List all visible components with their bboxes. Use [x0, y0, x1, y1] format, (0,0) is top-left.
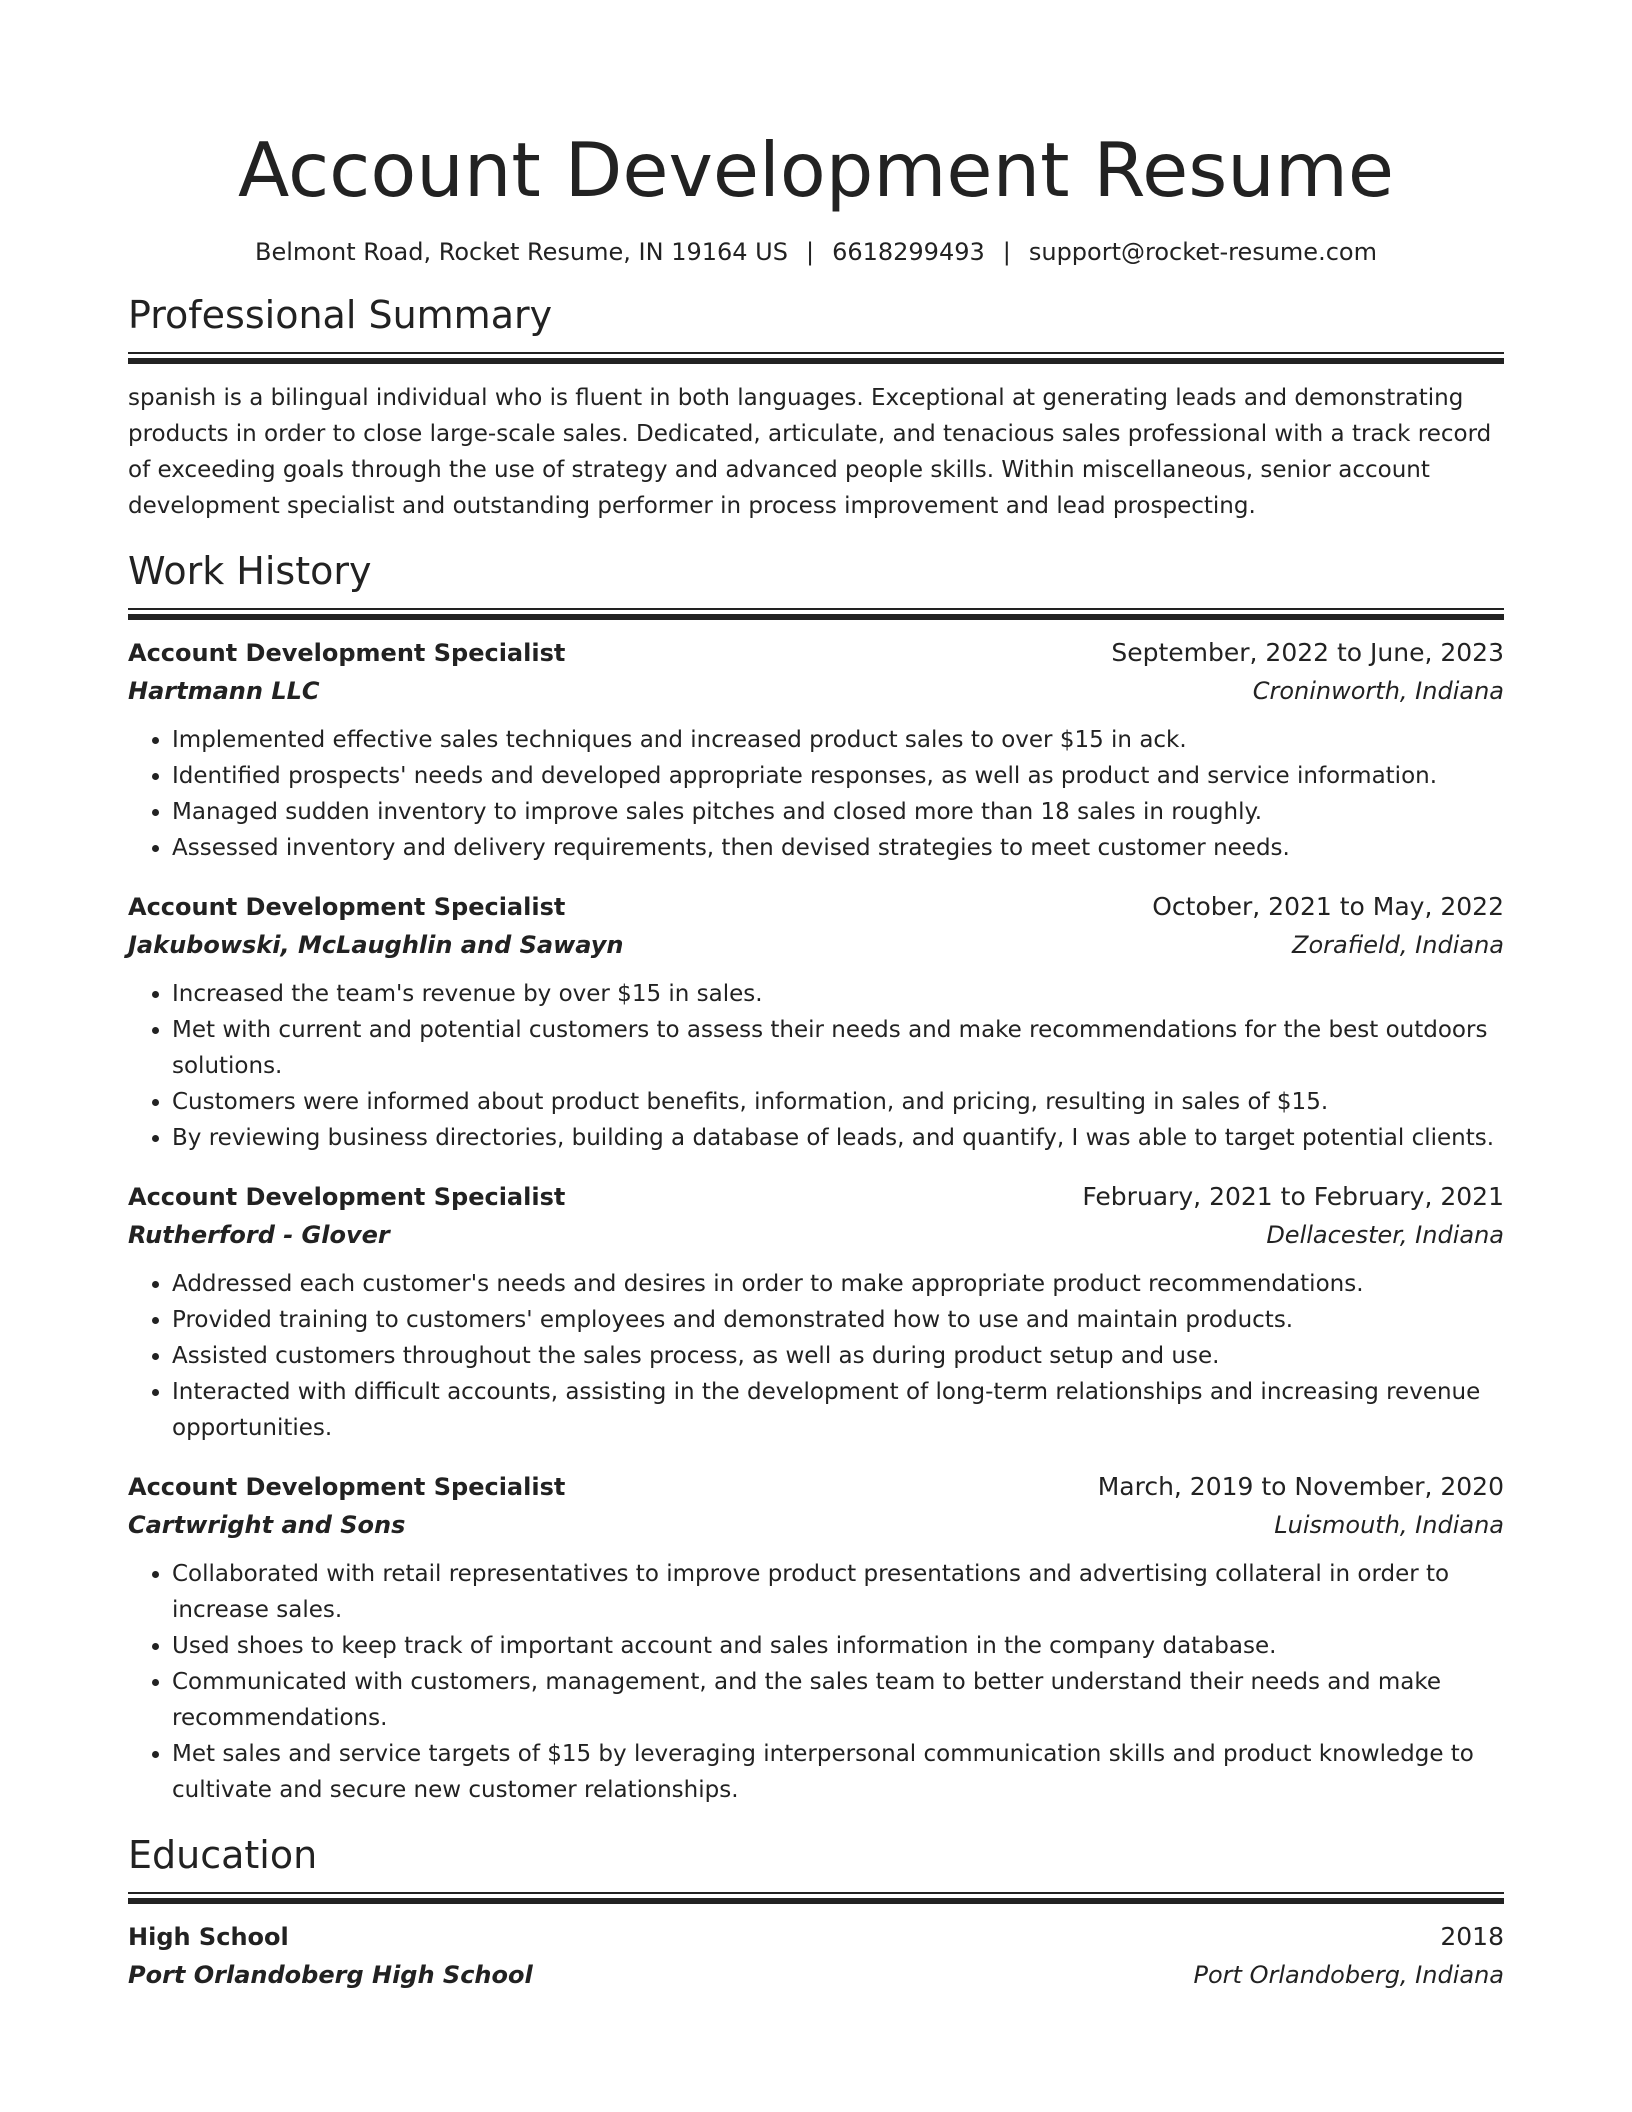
job-bullets	[128, 976, 1504, 1156]
job-company: Hartmann LLC	[128, 677, 320, 705]
job-title: Account Development Specialist	[128, 639, 566, 667]
job-entry	[128, 1468, 1504, 1808]
job-bullets	[128, 1266, 1504, 1446]
contact-separator: |	[1002, 238, 1011, 266]
job-dates: September, 2022 to June, 2023	[1111, 638, 1504, 667]
job-title: Account Development Specialist	[128, 1473, 566, 1501]
job-title: Account Development Specialist	[128, 1183, 566, 1211]
resume-page	[128, 0, 1504, 1994]
contact-phone: 6618299493	[832, 238, 985, 266]
job-bullet: • By reviewing business directories, building a database of leads, and quantify, I was able to target potential clients.	[172, 1120, 1504, 1156]
job-location: Dellacester, Indiana	[1266, 1221, 1504, 1249]
education-year: 2018	[1440, 1922, 1504, 1951]
summary-heading: Professional Summary	[128, 293, 553, 337]
contact-address: Belmont Road, Rocket Resume, IN 19164 US	[255, 238, 788, 266]
job-bullet: • Used shoes to keep track of important account and sales information in the company database.	[172, 1628, 1504, 1664]
summary-text: spanish is a bilingual individual who is fluent in both languages. Exceptional at generating leads and demonstrating products in order to close large-scale sales. Dedicated, articulate, and tenacious sales professional with a track record of exceeding goals through the use of strategy and advanced people skills. Within miscellaneous, senior account development specialist and outstanding performer in process improvement and lead prospecting.	[128, 385, 1492, 519]
education-section	[128, 1830, 1504, 1994]
job-bullet: • Customers were informed about product benefits, information, and pricing, resulting in sales of $15.	[172, 1084, 1504, 1120]
job-bullet: • Implemented effective sales techniques and increased product sales to over $15 in ack.	[172, 722, 1504, 758]
job-entry	[128, 1178, 1504, 1446]
work-history-section	[128, 546, 1504, 1808]
job-bullets	[128, 1556, 1504, 1808]
contact-line	[128, 236, 1504, 268]
job-bullet: • Addressed each customer's needs and desires in order to make appropriate product recommendations.	[172, 1266, 1504, 1302]
job-bullet: • Assisted customers throughout the sales process, as well as during product setup and use.	[172, 1338, 1504, 1374]
resume-title: Account Development Resume	[237, 126, 1395, 214]
section-divider	[128, 1892, 1504, 1904]
job-company: Jakubowski, McLaughlin and Sawayn	[128, 931, 624, 959]
summary-section	[128, 290, 1504, 524]
job-dates: February, 2021 to February, 2021	[1082, 1182, 1504, 1211]
contact-email: support@rocket-resume.com	[1028, 238, 1377, 266]
job-dates: October, 2021 to May, 2022	[1152, 892, 1504, 921]
job-bullet: • Collaborated with retail representatives to improve product presentations and advertising collateral in order to increase sales.	[172, 1556, 1504, 1628]
contact-separator: |	[805, 238, 815, 266]
job-location: Zorafield, Indiana	[1292, 931, 1504, 959]
education-degree: High School	[128, 1923, 289, 1951]
work-history-heading: Work History	[128, 549, 372, 593]
job-bullets	[128, 722, 1504, 866]
job-company: Rutherford - Glover	[128, 1221, 390, 1249]
job-location: Croninworth, Indiana	[1252, 677, 1504, 705]
job-bullet: • Communicated with customers, management, and the sales team to better understand their needs and make recommendations.	[172, 1664, 1504, 1736]
education-entry	[128, 1918, 1504, 1994]
job-bullet: • Provided training to customers' employees and demonstrated how to use and maintain products.	[172, 1302, 1504, 1338]
job-location: Luismouth, Indiana	[1274, 1511, 1504, 1539]
education-heading: Education	[128, 1833, 318, 1877]
job-dates: March, 2019 to November, 2020	[1097, 1472, 1504, 1501]
education-location: Port Orlandoberg, Indiana	[1193, 1961, 1504, 1989]
job-bullet: • Met sales and service targets of $15 by leveraging interpersonal communication skills and product knowledge to cultivate and secure new customer relationships.	[172, 1736, 1504, 1808]
job-company: Cartwright and Sons	[128, 1511, 406, 1539]
job-bullet: • Interacted with difficult accounts, assisting in the development of long-term relationships and increasing revenue opportunities.	[172, 1374, 1504, 1446]
job-bullet: • Increased the team's revenue by over $15 in sales.	[172, 976, 1504, 1012]
job-entry	[128, 634, 1504, 866]
job-entry	[128, 888, 1504, 1156]
job-bullet: • Met with current and potential customers to assess their needs and make recommendations for the best outdoors solutions.	[172, 1012, 1504, 1084]
job-bullet: • Managed sudden inventory to improve sales pitches and closed more than 18 sales in roughly.	[172, 794, 1504, 830]
section-divider	[128, 608, 1504, 620]
job-bullet: • Assessed inventory and delivery requirements, then devised strategies to meet customer needs.	[172, 830, 1504, 866]
job-bullet: • Identified prospects' needs and developed appropriate responses, as well as product and service information.	[172, 758, 1504, 794]
education-school: Port Orlandoberg High School	[128, 1961, 533, 1989]
job-title: Account Development Specialist	[128, 893, 566, 921]
section-divider	[128, 352, 1504, 364]
